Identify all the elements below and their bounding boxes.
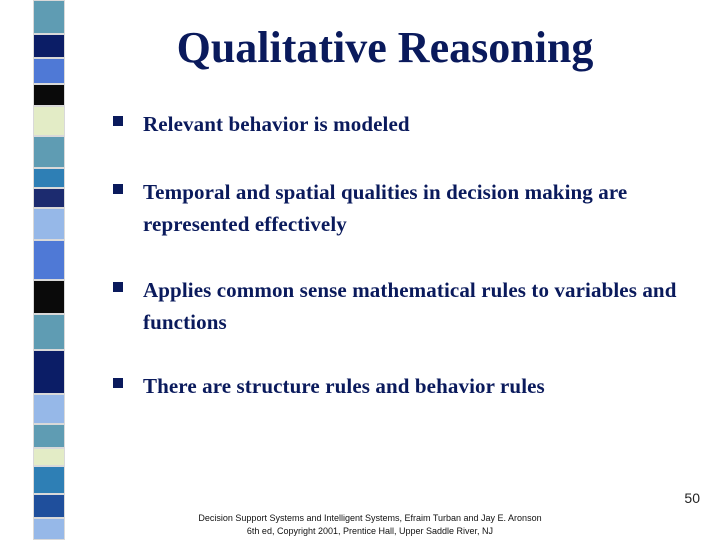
border-tile [33, 84, 65, 106]
border-tile [33, 188, 65, 208]
border-tile [33, 448, 65, 466]
border-tile [33, 136, 65, 168]
border-tile [33, 314, 65, 350]
page-number: 50 [684, 490, 700, 506]
border-tile [33, 240, 65, 280]
border-tile [33, 0, 65, 34]
square-bullet-icon [113, 378, 123, 388]
border-tile [33, 58, 65, 84]
border-tile [33, 424, 65, 448]
border-tile [33, 466, 65, 494]
border-tile [33, 394, 65, 424]
slide-title: Qualitative Reasoning [176, 23, 594, 72]
square-bullet-icon [113, 116, 123, 126]
bullet-text: There are structure rules and behavior rules [143, 374, 545, 398]
footer-line-citation: Decision Support Systems and Intelligent Systems, Efraim Turban and Jay E. Aronson [198, 513, 542, 523]
border-tile [33, 518, 65, 540]
border-tile [33, 494, 65, 518]
square-bullet-icon [113, 282, 123, 292]
slide-footer [130, 512, 610, 538]
bullet-text: Relevant behavior is modeled [143, 112, 410, 136]
bullet-text: Temporal and spatial qualities in decision making are represented effectively [143, 180, 628, 236]
bullet-text: Applies common sense mathematical rules to variables and functions [143, 278, 677, 334]
border-tile [33, 34, 65, 58]
square-bullet-icon [113, 184, 123, 194]
border-tile [33, 106, 65, 136]
decorative-border-strip [33, 0, 65, 540]
border-tile [33, 168, 65, 188]
border-tile [33, 350, 65, 394]
footer-line-publisher: 6th ed, Copyright 2001, Prentice Hall, Upper Saddle River, NJ [246, 526, 494, 536]
border-tile [33, 208, 65, 240]
border-tile [33, 280, 65, 314]
